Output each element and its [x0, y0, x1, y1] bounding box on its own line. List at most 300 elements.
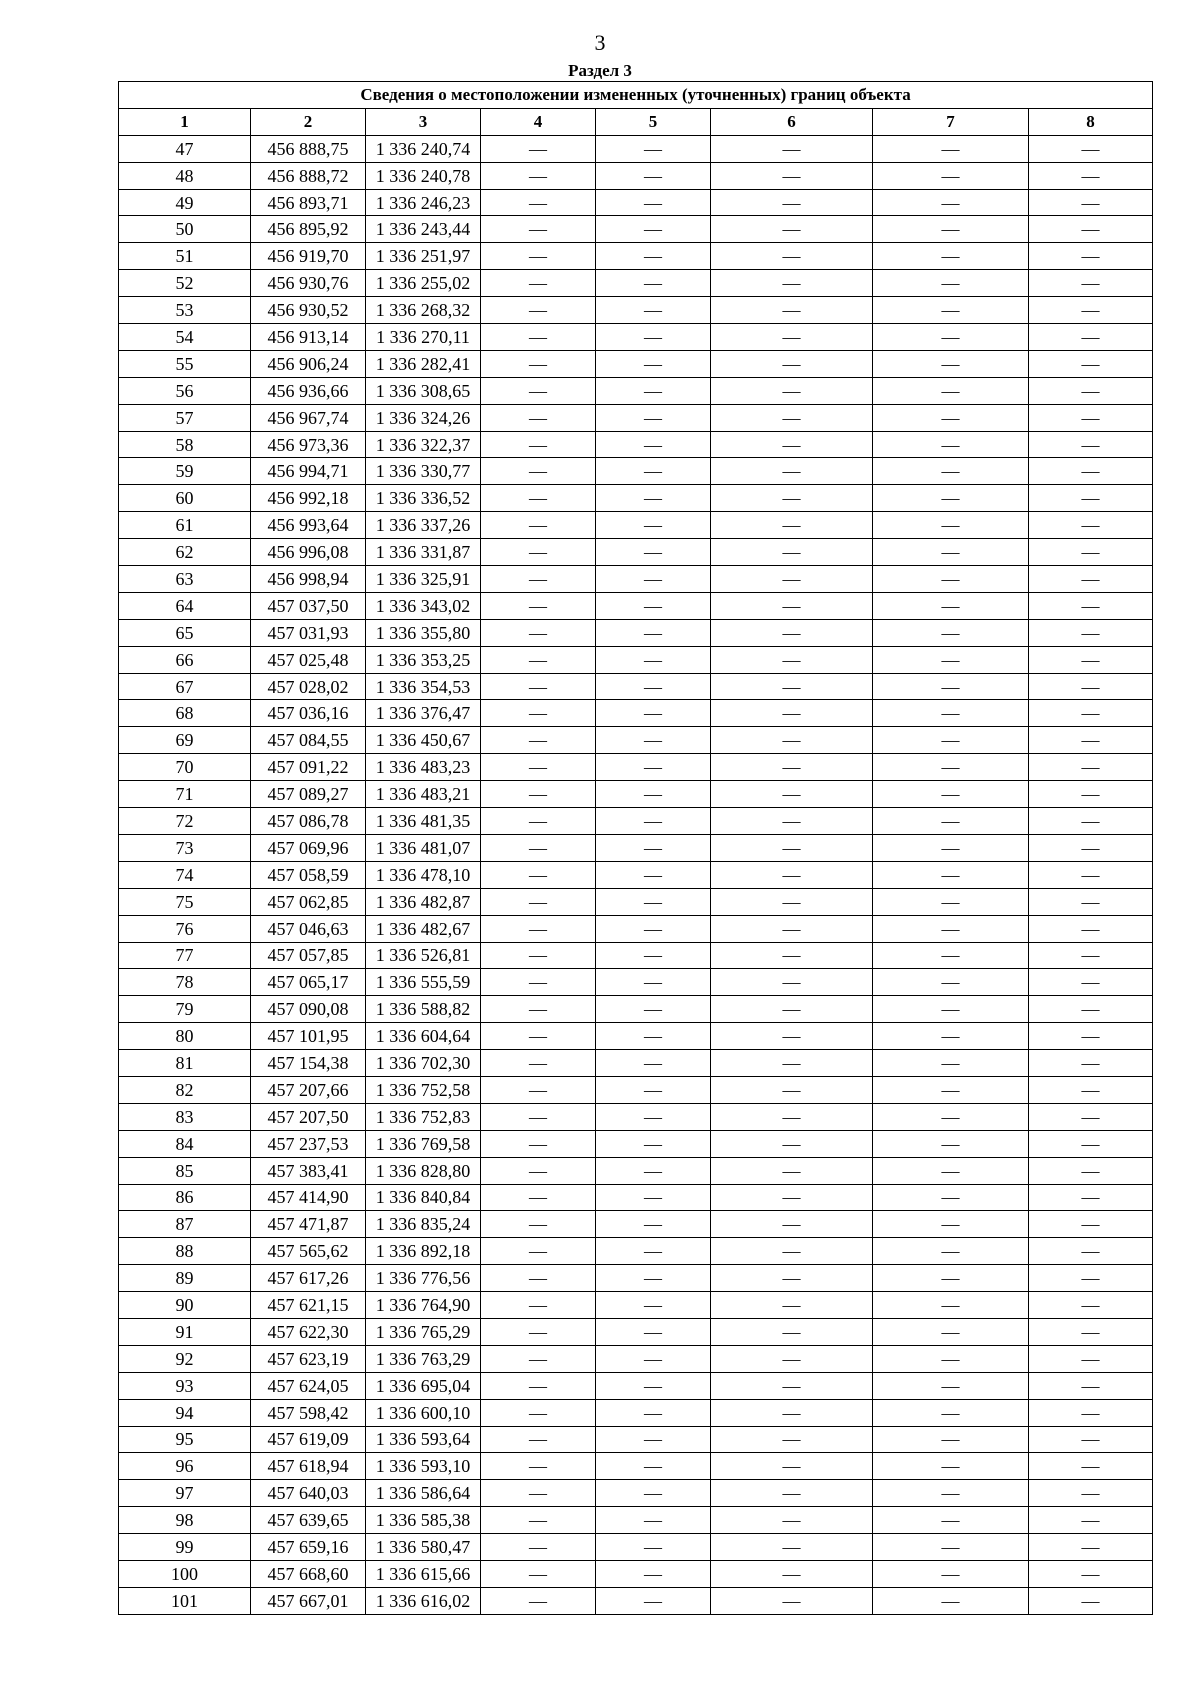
- column-header: 4: [481, 108, 596, 135]
- empty-value-cell: —: [481, 781, 596, 808]
- empty-value-cell: —: [711, 1265, 873, 1292]
- empty-value-cell: —: [596, 1130, 711, 1157]
- empty-value-cell: —: [711, 592, 873, 619]
- empty-value-cell: —: [873, 808, 1029, 835]
- empty-value-cell: —: [1029, 404, 1153, 431]
- x-coordinate-cell: 457 031,93: [251, 619, 366, 646]
- y-coordinate-cell: 1 336 336,52: [366, 485, 481, 512]
- empty-value-cell: —: [1029, 619, 1153, 646]
- empty-value-cell: —: [711, 431, 873, 458]
- x-coordinate-cell: 457 046,63: [251, 915, 366, 942]
- x-coordinate-cell: 457 086,78: [251, 808, 366, 835]
- empty-value-cell: —: [481, 646, 596, 673]
- empty-value-cell: —: [481, 297, 596, 324]
- y-coordinate-cell: 1 336 588,82: [366, 996, 481, 1023]
- empty-value-cell: —: [596, 861, 711, 888]
- empty-value-cell: —: [711, 1345, 873, 1372]
- empty-value-cell: —: [873, 1480, 1029, 1507]
- empty-value-cell: —: [873, 1157, 1029, 1184]
- y-coordinate-cell: 1 336 268,32: [366, 297, 481, 324]
- empty-value-cell: —: [873, 1534, 1029, 1561]
- x-coordinate-cell: 457 058,59: [251, 861, 366, 888]
- empty-value-cell: —: [481, 566, 596, 593]
- y-coordinate-cell: 1 336 337,26: [366, 512, 481, 539]
- empty-value-cell: —: [596, 512, 711, 539]
- empty-value-cell: —: [873, 297, 1029, 324]
- x-coordinate-cell: 457 065,17: [251, 969, 366, 996]
- empty-value-cell: —: [1029, 942, 1153, 969]
- y-coordinate-cell: 1 336 769,58: [366, 1130, 481, 1157]
- x-coordinate-cell: 456 893,71: [251, 189, 366, 216]
- x-coordinate-cell: 457 091,22: [251, 754, 366, 781]
- empty-value-cell: —: [481, 350, 596, 377]
- empty-value-cell: —: [873, 216, 1029, 243]
- empty-value-cell: —: [711, 1130, 873, 1157]
- empty-value-cell: —: [873, 1372, 1029, 1399]
- empty-value-cell: —: [596, 1587, 711, 1614]
- empty-value-cell: —: [1029, 350, 1153, 377]
- table-row: [119, 1372, 1153, 1399]
- empty-value-cell: —: [873, 324, 1029, 351]
- section-title: Раздел 3: [568, 61, 632, 80]
- table-row: [119, 1157, 1153, 1184]
- column-header: 3: [366, 108, 481, 135]
- table-row: [119, 1184, 1153, 1211]
- empty-value-cell: —: [711, 1480, 873, 1507]
- point-number-cell: 79: [119, 996, 251, 1023]
- empty-value-cell: —: [711, 1453, 873, 1480]
- y-coordinate-cell: 1 336 604,64: [366, 1023, 481, 1050]
- point-number-cell: 48: [119, 162, 251, 189]
- empty-value-cell: —: [1029, 1211, 1153, 1238]
- empty-value-cell: —: [873, 243, 1029, 270]
- empty-value-cell: —: [596, 162, 711, 189]
- table-row: [119, 1480, 1153, 1507]
- empty-value-cell: —: [596, 1534, 711, 1561]
- empty-value-cell: —: [711, 1534, 873, 1561]
- table-row: [119, 566, 1153, 593]
- empty-value-cell: —: [481, 270, 596, 297]
- table-row: [119, 1507, 1153, 1534]
- x-coordinate-cell: 457 565,62: [251, 1238, 366, 1265]
- empty-value-cell: —: [481, 1157, 596, 1184]
- empty-value-cell: —: [711, 485, 873, 512]
- point-number-cell: 74: [119, 861, 251, 888]
- empty-value-cell: —: [481, 1023, 596, 1050]
- empty-value-cell: —: [596, 485, 711, 512]
- empty-value-cell: —: [1029, 162, 1153, 189]
- x-coordinate-cell: 457 667,01: [251, 1587, 366, 1614]
- empty-value-cell: —: [1029, 270, 1153, 297]
- empty-value-cell: —: [711, 619, 873, 646]
- empty-value-cell: —: [711, 1372, 873, 1399]
- table-row: [119, 619, 1153, 646]
- empty-value-cell: —: [1029, 1399, 1153, 1426]
- x-coordinate-cell: 457 639,65: [251, 1507, 366, 1534]
- point-number-cell: 73: [119, 834, 251, 861]
- empty-value-cell: —: [873, 566, 1029, 593]
- empty-value-cell: —: [711, 1023, 873, 1050]
- x-coordinate-cell: 457 101,95: [251, 1023, 366, 1050]
- table-row: [119, 673, 1153, 700]
- empty-value-cell: —: [481, 243, 596, 270]
- empty-value-cell: —: [711, 135, 873, 162]
- empty-value-cell: —: [1029, 1534, 1153, 1561]
- empty-value-cell: —: [596, 646, 711, 673]
- table-row: [119, 727, 1153, 754]
- table-row: [119, 243, 1153, 270]
- point-number-cell: 64: [119, 592, 251, 619]
- empty-value-cell: —: [711, 834, 873, 861]
- table-row: [119, 1103, 1153, 1130]
- y-coordinate-cell: 1 336 752,83: [366, 1103, 481, 1130]
- empty-value-cell: —: [873, 592, 1029, 619]
- point-number-cell: 56: [119, 377, 251, 404]
- point-number-cell: 68: [119, 700, 251, 727]
- y-coordinate-cell: 1 336 526,81: [366, 942, 481, 969]
- y-coordinate-cell: 1 336 615,66: [366, 1560, 481, 1587]
- x-coordinate-cell: 457 069,96: [251, 834, 366, 861]
- x-coordinate-cell: 457 623,19: [251, 1345, 366, 1372]
- empty-value-cell: —: [596, 754, 711, 781]
- x-coordinate-cell: 457 036,16: [251, 700, 366, 727]
- x-coordinate-cell: 457 640,03: [251, 1480, 366, 1507]
- empty-value-cell: —: [873, 377, 1029, 404]
- table-row: [119, 377, 1153, 404]
- empty-value-cell: —: [481, 861, 596, 888]
- empty-value-cell: —: [481, 1587, 596, 1614]
- point-number-cell: 82: [119, 1076, 251, 1103]
- empty-value-cell: —: [596, 270, 711, 297]
- empty-value-cell: —: [481, 592, 596, 619]
- empty-value-cell: —: [596, 619, 711, 646]
- x-coordinate-cell: 457 383,41: [251, 1157, 366, 1184]
- point-number-cell: 54: [119, 324, 251, 351]
- empty-value-cell: —: [481, 915, 596, 942]
- empty-value-cell: —: [873, 996, 1029, 1023]
- point-number-cell: 97: [119, 1480, 251, 1507]
- empty-value-cell: —: [873, 1130, 1029, 1157]
- table-row: [119, 297, 1153, 324]
- y-coordinate-cell: 1 336 763,29: [366, 1345, 481, 1372]
- empty-value-cell: —: [711, 1507, 873, 1534]
- empty-value-cell: —: [711, 942, 873, 969]
- page-number: 3: [594, 30, 606, 55]
- empty-value-cell: —: [596, 539, 711, 566]
- empty-value-cell: —: [873, 1507, 1029, 1534]
- empty-value-cell: —: [1029, 539, 1153, 566]
- table-row: [119, 996, 1153, 1023]
- empty-value-cell: —: [481, 673, 596, 700]
- empty-value-cell: —: [1029, 458, 1153, 485]
- point-number-cell: 80: [119, 1023, 251, 1050]
- empty-value-cell: —: [481, 942, 596, 969]
- empty-value-cell: —: [596, 592, 711, 619]
- point-number-cell: 63: [119, 566, 251, 593]
- empty-value-cell: —: [1029, 1050, 1153, 1077]
- y-coordinate-cell: 1 336 892,18: [366, 1238, 481, 1265]
- y-coordinate-cell: 1 336 585,38: [366, 1507, 481, 1534]
- empty-value-cell: —: [711, 162, 873, 189]
- empty-value-cell: —: [596, 350, 711, 377]
- empty-value-cell: —: [596, 942, 711, 969]
- empty-value-cell: —: [1029, 1560, 1153, 1587]
- table-row: [119, 808, 1153, 835]
- empty-value-cell: —: [873, 1453, 1029, 1480]
- point-number-cell: 90: [119, 1292, 251, 1319]
- empty-value-cell: —: [711, 727, 873, 754]
- x-coordinate-cell: 456 919,70: [251, 243, 366, 270]
- x-coordinate-cell: 457 617,26: [251, 1265, 366, 1292]
- table-row: [119, 1453, 1153, 1480]
- empty-value-cell: —: [873, 189, 1029, 216]
- x-coordinate-cell: 456 998,94: [251, 566, 366, 593]
- empty-value-cell: —: [1029, 431, 1153, 458]
- empty-value-cell: —: [596, 673, 711, 700]
- empty-value-cell: —: [711, 1560, 873, 1587]
- empty-value-cell: —: [873, 1265, 1029, 1292]
- empty-value-cell: —: [1029, 861, 1153, 888]
- empty-value-cell: —: [596, 1453, 711, 1480]
- point-number-cell: 49: [119, 189, 251, 216]
- empty-value-cell: —: [873, 1426, 1029, 1453]
- empty-value-cell: —: [596, 458, 711, 485]
- point-number-cell: 85: [119, 1157, 251, 1184]
- empty-value-cell: —: [481, 512, 596, 539]
- empty-value-cell: —: [481, 404, 596, 431]
- empty-value-cell: —: [481, 539, 596, 566]
- x-coordinate-cell: 457 624,05: [251, 1372, 366, 1399]
- boundary-coordinates-table: [118, 81, 1153, 1615]
- point-number-cell: 69: [119, 727, 251, 754]
- empty-value-cell: —: [711, 646, 873, 673]
- empty-value-cell: —: [1029, 1345, 1153, 1372]
- empty-value-cell: —: [873, 404, 1029, 431]
- x-coordinate-cell: 457 090,08: [251, 996, 366, 1023]
- y-coordinate-cell: 1 336 616,02: [366, 1587, 481, 1614]
- empty-value-cell: —: [711, 1211, 873, 1238]
- y-coordinate-cell: 1 336 255,02: [366, 270, 481, 297]
- empty-value-cell: —: [481, 216, 596, 243]
- x-coordinate-cell: 457 154,38: [251, 1050, 366, 1077]
- y-coordinate-cell: 1 336 308,65: [366, 377, 481, 404]
- empty-value-cell: —: [596, 1345, 711, 1372]
- empty-value-cell: —: [481, 1372, 596, 1399]
- empty-value-cell: —: [1029, 1103, 1153, 1130]
- table-row: [119, 189, 1153, 216]
- empty-value-cell: —: [596, 915, 711, 942]
- empty-value-cell: —: [873, 942, 1029, 969]
- empty-value-cell: —: [711, 1587, 873, 1614]
- y-coordinate-cell: 1 336 695,04: [366, 1372, 481, 1399]
- point-number-cell: 57: [119, 404, 251, 431]
- empty-value-cell: —: [481, 996, 596, 1023]
- empty-value-cell: —: [1029, 915, 1153, 942]
- empty-value-cell: —: [481, 1318, 596, 1345]
- empty-value-cell: —: [596, 1050, 711, 1077]
- empty-value-cell: —: [1029, 808, 1153, 835]
- empty-value-cell: —: [873, 834, 1029, 861]
- x-coordinate-cell: 457 598,42: [251, 1399, 366, 1426]
- empty-value-cell: —: [596, 1157, 711, 1184]
- empty-value-cell: —: [1029, 1480, 1153, 1507]
- empty-value-cell: —: [1029, 834, 1153, 861]
- table-row: [119, 162, 1153, 189]
- empty-value-cell: —: [873, 1211, 1029, 1238]
- empty-value-cell: —: [1029, 1076, 1153, 1103]
- point-number-cell: 78: [119, 969, 251, 996]
- empty-value-cell: —: [596, 1265, 711, 1292]
- table-row: [119, 1130, 1153, 1157]
- empty-value-cell: —: [873, 888, 1029, 915]
- table-row: [119, 1587, 1153, 1614]
- empty-value-cell: —: [481, 1399, 596, 1426]
- empty-value-cell: —: [711, 781, 873, 808]
- x-coordinate-cell: 456 895,92: [251, 216, 366, 243]
- x-coordinate-cell: 456 888,72: [251, 162, 366, 189]
- empty-value-cell: —: [1029, 754, 1153, 781]
- empty-value-cell: —: [481, 1130, 596, 1157]
- empty-value-cell: —: [1029, 566, 1153, 593]
- table-row: [119, 1560, 1153, 1587]
- y-coordinate-cell: 1 336 322,37: [366, 431, 481, 458]
- point-number-cell: 95: [119, 1426, 251, 1453]
- y-coordinate-cell: 1 336 450,67: [366, 727, 481, 754]
- empty-value-cell: —: [596, 808, 711, 835]
- table-caption: Сведения о местоположении измененных (уточненных) границ объекта: [119, 82, 1153, 109]
- point-number-cell: 87: [119, 1211, 251, 1238]
- empty-value-cell: —: [873, 512, 1029, 539]
- x-coordinate-cell: 457 207,66: [251, 1076, 366, 1103]
- y-coordinate-cell: 1 336 776,56: [366, 1265, 481, 1292]
- table-row: [119, 485, 1153, 512]
- point-number-cell: 60: [119, 485, 251, 512]
- empty-value-cell: —: [711, 404, 873, 431]
- empty-value-cell: —: [1029, 646, 1153, 673]
- x-coordinate-cell: 457 025,48: [251, 646, 366, 673]
- x-coordinate-cell: 457 471,87: [251, 1211, 366, 1238]
- x-coordinate-cell: 457 619,09: [251, 1426, 366, 1453]
- y-coordinate-cell: 1 336 764,90: [366, 1292, 481, 1319]
- empty-value-cell: —: [711, 458, 873, 485]
- empty-value-cell: —: [596, 1399, 711, 1426]
- empty-value-cell: —: [711, 1292, 873, 1319]
- point-number-cell: 98: [119, 1507, 251, 1534]
- table-row: [119, 135, 1153, 162]
- point-number-cell: 76: [119, 915, 251, 942]
- empty-value-cell: —: [481, 377, 596, 404]
- table-row: [119, 1238, 1153, 1265]
- y-coordinate-cell: 1 336 354,53: [366, 673, 481, 700]
- y-coordinate-cell: 1 336 246,23: [366, 189, 481, 216]
- empty-value-cell: —: [596, 216, 711, 243]
- table-row: [119, 324, 1153, 351]
- empty-value-cell: —: [1029, 1157, 1153, 1184]
- point-number-cell: 47: [119, 135, 251, 162]
- empty-value-cell: —: [481, 1345, 596, 1372]
- empty-value-cell: —: [711, 512, 873, 539]
- y-coordinate-cell: 1 336 481,07: [366, 834, 481, 861]
- empty-value-cell: —: [873, 1103, 1029, 1130]
- point-number-cell: 100: [119, 1560, 251, 1587]
- empty-value-cell: —: [481, 834, 596, 861]
- empty-value-cell: —: [873, 1345, 1029, 1372]
- empty-value-cell: —: [596, 834, 711, 861]
- empty-value-cell: —: [1029, 1426, 1153, 1453]
- point-number-cell: 83: [119, 1103, 251, 1130]
- empty-value-cell: —: [481, 1426, 596, 1453]
- y-coordinate-cell: 1 336 355,80: [366, 619, 481, 646]
- empty-value-cell: —: [1029, 1507, 1153, 1534]
- empty-value-cell: —: [1029, 512, 1153, 539]
- empty-value-cell: —: [873, 1184, 1029, 1211]
- empty-value-cell: —: [481, 135, 596, 162]
- empty-value-cell: —: [873, 1076, 1029, 1103]
- x-coordinate-cell: 457 237,53: [251, 1130, 366, 1157]
- empty-value-cell: —: [481, 458, 596, 485]
- empty-value-cell: —: [481, 1480, 596, 1507]
- empty-value-cell: —: [873, 1023, 1029, 1050]
- empty-value-cell: —: [596, 324, 711, 351]
- point-number-cell: 93: [119, 1372, 251, 1399]
- empty-value-cell: —: [711, 1050, 873, 1077]
- table-row: [119, 646, 1153, 673]
- y-coordinate-cell: 1 336 481,35: [366, 808, 481, 835]
- y-coordinate-cell: 1 336 600,10: [366, 1399, 481, 1426]
- empty-value-cell: —: [1029, 969, 1153, 996]
- empty-value-cell: —: [481, 1076, 596, 1103]
- empty-value-cell: —: [481, 162, 596, 189]
- point-number-cell: 70: [119, 754, 251, 781]
- table-row: [119, 781, 1153, 808]
- empty-value-cell: —: [596, 1211, 711, 1238]
- empty-value-cell: —: [1029, 700, 1153, 727]
- x-coordinate-cell: 456 906,24: [251, 350, 366, 377]
- empty-value-cell: —: [1029, 1130, 1153, 1157]
- empty-value-cell: —: [873, 915, 1029, 942]
- empty-value-cell: —: [711, 1157, 873, 1184]
- y-coordinate-cell: 1 336 765,29: [366, 1318, 481, 1345]
- point-number-cell: 81: [119, 1050, 251, 1077]
- empty-value-cell: —: [711, 324, 873, 351]
- empty-value-cell: —: [481, 189, 596, 216]
- y-coordinate-cell: 1 336 483,23: [366, 754, 481, 781]
- y-coordinate-cell: 1 336 325,91: [366, 566, 481, 593]
- point-number-cell: 62: [119, 539, 251, 566]
- empty-value-cell: —: [596, 1507, 711, 1534]
- y-coordinate-cell: 1 336 330,77: [366, 458, 481, 485]
- x-coordinate-cell: 456 993,64: [251, 512, 366, 539]
- table-row: [119, 1076, 1153, 1103]
- table-body: [119, 135, 1153, 1614]
- table-row: [119, 861, 1153, 888]
- point-number-cell: 66: [119, 646, 251, 673]
- empty-value-cell: —: [596, 1023, 711, 1050]
- point-number-cell: 55: [119, 350, 251, 377]
- point-number-cell: 52: [119, 270, 251, 297]
- empty-value-cell: —: [596, 1103, 711, 1130]
- point-number-cell: 53: [119, 297, 251, 324]
- y-coordinate-cell: 1 336 270,11: [366, 324, 481, 351]
- empty-value-cell: —: [873, 135, 1029, 162]
- empty-value-cell: —: [481, 1050, 596, 1077]
- empty-value-cell: —: [1029, 243, 1153, 270]
- empty-value-cell: —: [1029, 216, 1153, 243]
- empty-value-cell: —: [873, 781, 1029, 808]
- empty-value-cell: —: [596, 1238, 711, 1265]
- point-number-cell: 77: [119, 942, 251, 969]
- table-row: [119, 539, 1153, 566]
